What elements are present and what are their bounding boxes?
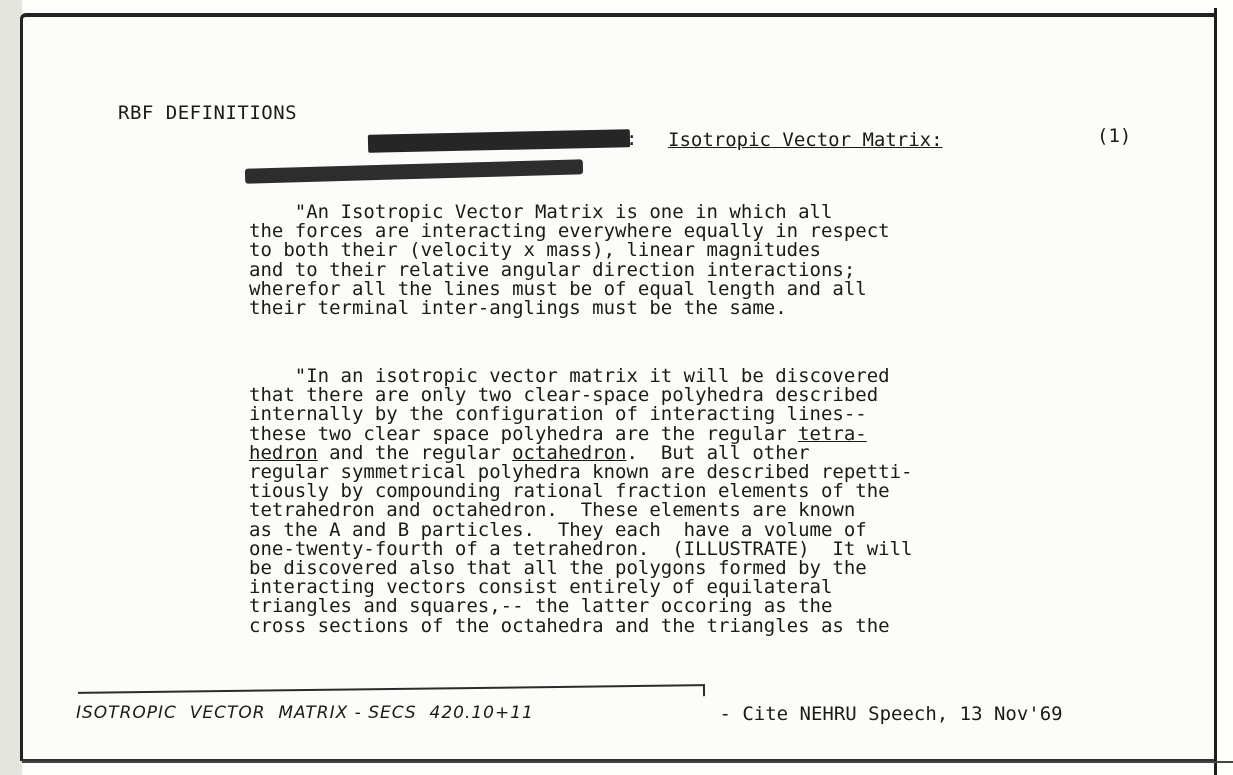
left-margin-strip <box>0 0 22 775</box>
bottom-border-line <box>22 761 1233 763</box>
text-line: "An Isotropic Vector Matrix is one in which all <box>249 201 833 223</box>
text-line: wherefor all the lines must be of equal length and all <box>249 277 867 300</box>
citation: - Cite NEHRU Speech, 13 Nov'69 <box>708 703 1063 725</box>
text-line: triangles and squares,-- the latter occoring as the <box>249 595 833 618</box>
text-line: that there are only two clear-space polyhedra described <box>249 384 879 407</box>
right-border-line <box>1214 8 1217 775</box>
paragraph-2 <box>249 367 912 636</box>
text-line: "In an isotropic vector matrix it will be discovered <box>249 365 890 387</box>
text-line: their terminal inter-anglings must be the same. <box>249 297 787 320</box>
text-line: as the A and B particles. They each have a volume of <box>249 518 867 541</box>
underlined-term: octahedron <box>512 441 627 464</box>
text-line: interacting vectors consist entirely of equilateral <box>249 576 833 599</box>
text-line: these two clear space polyhedra are the regular <box>249 422 799 445</box>
text-line: cross sections of the octahedra and the triangles as the <box>249 614 890 637</box>
paragraph-1 <box>249 203 890 318</box>
text-line: the forces are interacting everywhere equally in respect <box>249 220 890 243</box>
text-line: tetrahedron and octahedron. These elements are known <box>249 499 856 522</box>
text-line: one-twenty-fourth of a tetrahedron. (ILLUSTRATE) It will <box>249 537 913 560</box>
handwritten-annotation: ISOTROPIC VECTOR MATRIX - SECS 420.10+11 <box>76 703 534 723</box>
underlined-term: hedron <box>249 441 318 464</box>
text-line: regular symmetrical polyhedra known are described repetti- <box>249 461 913 484</box>
header-title: RBF DEFINITIONS <box>118 102 298 124</box>
text-line: internally by the configuration of interacting lines-- <box>249 403 867 426</box>
underlined-term: tetra- <box>798 422 867 445</box>
text-fragment: . But all other <box>626 441 810 464</box>
text-line: be discovered also that all the polygons formed by the <box>249 557 867 580</box>
section-heading: Isotropic Vector Matrix: <box>668 129 943 151</box>
text-line: tiously by compounding rational fraction elements of the <box>249 480 890 503</box>
redaction-colon: : <box>626 128 638 150</box>
text-line: and to their relative angular direction interactions; <box>249 258 856 281</box>
text-fragment: and the regular <box>317 441 513 464</box>
page-number: (1) <box>1097 125 1132 147</box>
text-line: to both their (velocity x mass), linear magnitudes <box>249 239 821 262</box>
